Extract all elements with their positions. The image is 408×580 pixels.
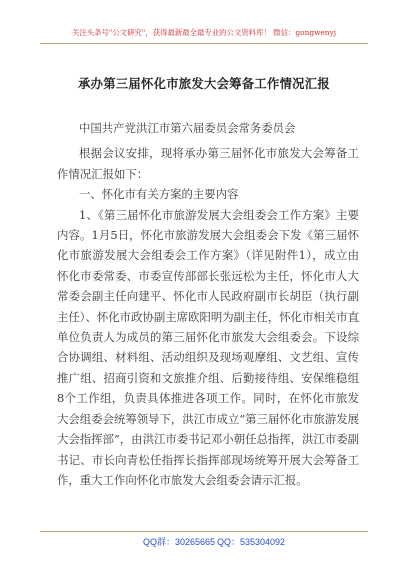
paragraph: 根据会议安排，现将承办第三届怀化市旅发大会筹备工作情况汇报如下： [57, 146, 359, 181]
addressee: 中国共产党洪江市第六届委员会常务委员会 [79, 121, 296, 135]
section-heading: 一、怀化市有关方案的主要内容 [79, 187, 239, 202]
qq-group-link[interactable]: QQ群：30265665 [143, 537, 216, 547]
footer-divider [40, 531, 368, 532]
document-body [57, 118, 359, 490]
paragraph: 1、《第三届怀化市旅游发展大会组委会工作方案》主要内容。1月5日，怀化市旅游发展大会组委会下发《第三届怀化市旅游发展大会组委会工作方案》（详见附件1），成立由怀化市委常委、市委宣传部部长张远松为主任，怀化市人大常委会副主任向建平、怀化市人民政府副市长胡臣（执行副主任）、怀化市政协副主席欧阳明为副主任，怀化市相关市直单位负责人为成员的第三届怀化市旅发大会组委会。下设综合协调组、材料组、活动组织及现场观摩组、文艺组、宣传推广组、招商引资和文旅推介组、后勤接待组、安保维稳组8个工作组，负责具体推进各项工作。同时，在怀化市旅发大会组委会统筹领导下，洪江市成立“第三届怀化市旅游发展大会指挥部”，由洪江市委书记邓小朝任总指挥，洪江市委副书记、市长向青松任指挥长指挥部现场统筹开展大会筹备工作，重大工作向怀化市旅发大会组委会请示汇报。 [57, 207, 359, 487]
header-divider [40, 43, 368, 44]
qq-contact-link[interactable]: QQ：535304092 [217, 537, 286, 547]
document-title: 承办第三届怀化市旅发大会筹备工作情况汇报 [78, 76, 330, 91]
header-note: 关注头条号"公文研究"，获得最新最全最专业的公文资料库！ 微信：gongwenyj [71, 28, 337, 37]
